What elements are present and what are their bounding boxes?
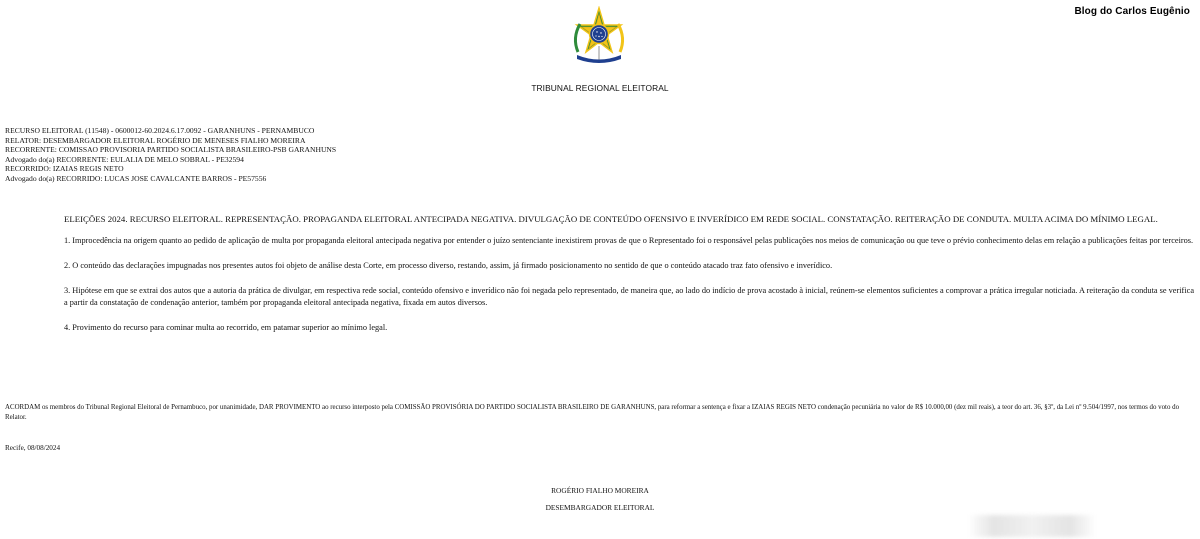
ementa-item-4: 4. Provimento do recurso para cominar multa ao recorrido, em patamar superior ao mínimo legal. [64, 322, 388, 332]
appellant-line: RECORRENTE: COMISSAO PROVISORIA PARTIDO SOCIALISTA BRASILEIRO-PSB GARANHUNS [5, 145, 337, 155]
ementa-section [64, 213, 1194, 346]
signature-block [0, 486, 1200, 512]
appellee-lawyer-line: Advogado do(a) RECORRIDO: LUCAS JOSE CAVALCANTE BARROS - PE57556 [5, 173, 267, 183]
ementa-item-3: 3. Hipótese em que se extrai dos autos que a autoria da prática de divulgar, em respectiva rede social, conteúdo ofensivo e inverídico não foi negada pelo representado, de maneira que, ao lado do indício de prova acostado à inicial, reúnem-se elementos suficientes a comprovar a prática irregular noticiada. A reiteração da conduta se verifica a partir da constatação de condenação anterior, também por propaganda eleitoral antecipada negativa, fixada em autos diversos. [64, 285, 1194, 307]
case-header [5, 126, 336, 184]
blog-watermark: Blog do Carlos Eugênio [1074, 6, 1190, 17]
ementa-item-1: 1. Improcedência na origem quanto ao pedido de aplicação de multa por propaganda eleitoral antecipada negativa por entender o juízo sentenciante inexistirem provas de que o Representado foi o responsável pelas publicações nos meios de comunicação ou que teve o prévio conhecimento delas em relação a publicações feitas por terceiros. [64, 236, 1194, 245]
brazil-coat-of-arms-icon [568, 6, 630, 66]
signature-name: ROGÉRIO FIALHO MOREIRA [551, 486, 649, 495]
acordam-paragraph: ACORDAM os membros do Tribunal Regional Eleitoral de Pernambuco, por unanimidade, DAR PROVIMENTO ao recurso interposto pela COMISSÃO PROVISÓRIA DO PARTIDO SOCIALISTA BRASILEIRO DE GARANHUNS, para reformar a sentença e fixar a IZAIAS REGIS NETO condenação pecuniária no valor de R$ 10.000,00 (dez mil reais), a teor do art. 36, §3º, da Lei nº 9.504/1997, nos termos do voto do Relator. [5, 404, 1180, 421]
case-number-line: RECURSO ELEITORAL (11548) - 0600012-60.2024.6.17.0092 - GARANHUNS - PERNAMBUCO [5, 126, 315, 135]
court-name: TRIBUNAL REGIONAL ELEITORAL [531, 83, 669, 93]
appellant-lawyer-line: Advogado do(a) RECORRENTE: EULALIA DE MELO SOBRAL - PE32594 [5, 154, 244, 164]
appellee-line: RECORRIDO: IZAIAS REGIS NETO [5, 164, 124, 174]
rapporteur-line: RELATOR: DESEMBARGADOR ELEITORAL ROGÉRIO DE MENESES FIALHO MOREIRA [5, 135, 306, 145]
ementa-headline: ELEIÇÕES 2024. RECURSO ELEITORAL. REPRESENTAÇÃO. PROPAGANDA ELEITORAL ANTECIPADA NEGATIVA. DIVULGAÇÃO DE CONTEÚDO OFENSIVO E INVERÍDICO EM REDE SOCIAL. CONSTATAÇÃO. REITERAÇÃO DE CONDUTA. MULTA ACIMA DO MÍNIMO LEGAL. [64, 214, 1158, 224]
signature-title: DESEMBARGADOR ELEITORAL [545, 503, 655, 512]
place-date: Recife, 08/08/2024 [5, 444, 61, 452]
ementa-item-2: 2. O conteúdo das declarações impugnadas nos presentes autos foi objeto de análise desta Corte, em processo diverso, restando, assim, já firmado posicionamento no sentido de que o conteúdo atacado traz fato ofensivo e inverídico. [64, 260, 833, 270]
blurred-region [968, 515, 1096, 537]
